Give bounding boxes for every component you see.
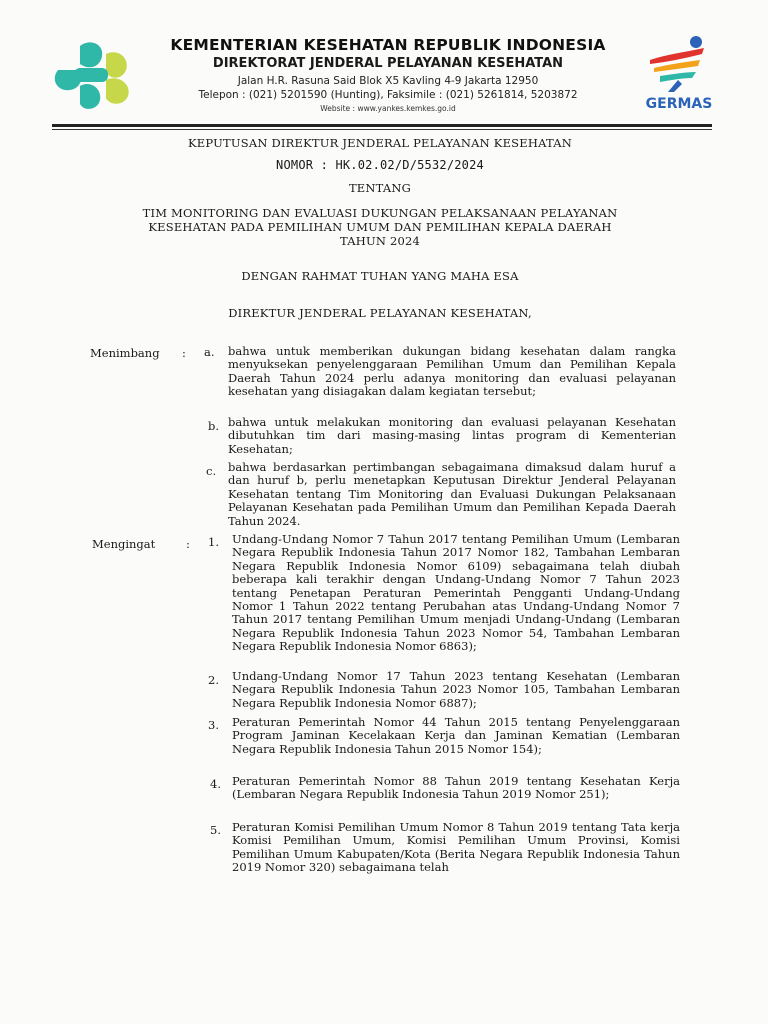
list-marker: 5. (210, 823, 221, 837)
list-item: Peraturan Pemerintah Nomor 88 Tahun 2019 tentang Kesehatan Kerja (Lembaran Negara Republik Indonesia Tahun 2019 Nomor 251); (232, 774, 680, 802)
decree-subject (60, 206, 700, 248)
blessing: DENGAN RAHMAT TUHAN YANG MAHA ESA (241, 269, 519, 283)
mengingat-label: Mengingat (92, 537, 156, 551)
menimbang-label: Menimbang (90, 346, 160, 360)
list-marker: b. (208, 419, 220, 433)
decree-number: NOMOR : HK.02.02/D/5532/2024 (276, 158, 484, 172)
subject-line: KESEHATAN PADA PEMILIHAN UMUM DAN PEMILIHAN KEPALA DAERAH (148, 220, 612, 234)
decree-heading: KEPUTUSAN DIREKTUR JENDERAL PELAYANAN KESEHATAN (188, 136, 572, 150)
list-marker: 2. (208, 673, 219, 687)
website: Website : www.yankes.kemkes.go.id (320, 104, 456, 113)
list-marker: c. (206, 464, 217, 478)
subject-line: TAHUN 2024 (339, 234, 421, 248)
list-item: bahwa untuk melakukan monitoring dan evaluasi pelayanan Kesehatan dibutuhkan tim dari masing-masing lintas program di Kementerian Kesehatan; (228, 415, 676, 456)
ministry-name: KEMENTERIAN KESEHATAN REPUBLIK INDONESIA (170, 36, 606, 54)
kemenkes-logo-icon (50, 40, 138, 112)
list-item: Undang-Undang Nomor 17 Tahun 2023 tentang Kesehatan (Lembaran Negara Republik Indonesia Tahun 2023 Nomor 105, Tambahan Lembaran Negara Republik Indonesia Nomor 6887); (232, 669, 680, 710)
list-item: Undang-Undang Nomor 7 Tahun 2017 tentang Pemilihan Umum (Lembaran Negara Republik Indonesia Tahun 2017 Nomor 182, Tambahan Lembaran Negara Republik Indonesia Nomor 6109) sebagaimana telah diubah beberapa kali terakhir dengan Undang-Undang Nomor 7 Tahun 2023 tentang Penetapan Peraturan Pemerintah Pengganti Undang-Undang Nomor 1 Tahun 2022 tentang Perubahan atas Undang-Undang Nomor 7 Tahun 2017 tentang Pemilihan Umum menjadi Undang-Undang (Lembaran Negara Republik Indonesia Tahun 2023 Nomor 54, Tambahan Lembaran Negara Republik Indonesia Nomor 6863); (232, 532, 680, 654)
directorate-name: DIREKTORAT JENDERAL PELAYANAN KESEHATAN (212, 56, 564, 71)
letterhead-rule-thin (52, 129, 712, 130)
list-marker: 4. (210, 777, 221, 791)
germas-label: GERMAS (645, 96, 713, 112)
subject-line: TIM MONITORING DAN EVALUASI DUKUNGAN PELAKSANAAN PELAYANAN (142, 206, 618, 220)
address: Jalan H.R. Rasuna Said Blok X5 Kavling 4-9 Jakarta 12950 (237, 75, 539, 87)
list-marker: 3. (208, 718, 219, 732)
menimbang-colon: : (182, 346, 186, 360)
list-item: Peraturan Pemerintah Nomor 44 Tahun 2015 tentang Penyelenggaraan Program Jaminan Kecelakaan Kerja dan Jaminan Kematian (Lembaran Negara Republik Indonesia Tahun 2015 Nomor 154); (232, 715, 680, 756)
list-item: bahwa berdasarkan pertimbangan sebagaimana dimaksud dalam huruf a dan huruf b, perlu menetapkan Keputusan Direktur Jenderal Pelayanan Kesehatan tentang Tim Monitoring dan Evaluasi Dukungan Pelaksanaan Pelayanan Kesehatan pada Pemilihan Umum dan Pemilihan Kepada Daerah Tahun 2024. (228, 460, 676, 528)
list-marker: 1. (208, 535, 219, 549)
letterhead (148, 36, 628, 113)
mengingat-colon: : (186, 537, 190, 551)
decree-about: TENTANG (348, 181, 412, 195)
phone-line: Telepon : (021) 5201590 (Hunting), Faksimile : (021) 5261814, 5203872 (198, 89, 578, 101)
list-item: Peraturan Komisi Pemilihan Umum Nomor 8 Tahun 2019 tentang Tata kerja Komisi Pemilihan Umum, Komisi Pemilihan Umum Provinsi, Komisi Pemilihan Umum Kabupaten/Kota (Berita Negara Republik Indonesia Tahun 2019 Nomor 320) sebagaimana telah (232, 820, 680, 875)
list-marker: a. (204, 345, 215, 359)
list-item: bahwa untuk memberikan dukungan bidang kesehatan dalam rangka menyuksekan penyelenggaraan Pemilihan Umum dan Pemilihan Kepala Daerah Tahun 2024 perlu adanya monitoring dan evaluasi pelayanan kesehatan yang disiagakan dalam kegiatan tersebut; (228, 344, 676, 399)
issuer: DIREKTUR JENDERAL PELAYANAN KESEHATAN, (228, 306, 532, 320)
letterhead-rule (52, 124, 712, 127)
